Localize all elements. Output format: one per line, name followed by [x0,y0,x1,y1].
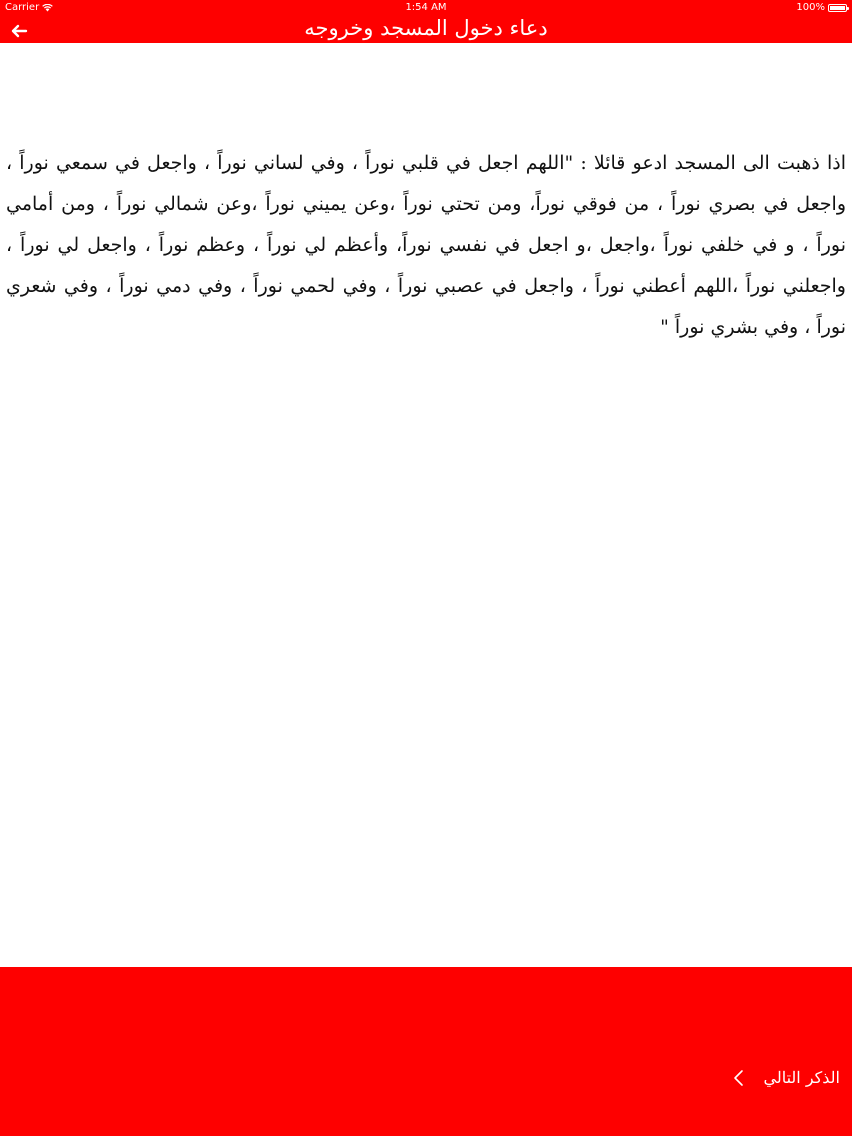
battery-icon [828,4,847,12]
status-bar [0,0,852,16]
top-bar [0,0,852,43]
next-dhikr-button[interactable] [732,1062,840,1094]
back-button[interactable] [8,20,30,42]
status-battery [796,0,847,16]
battery-percent: 100% [796,2,825,13]
arrow-left-icon [8,20,30,42]
dua-text: اذا ذهبت الى المسجد ادعو قائلا : "اللهم اجعل في قلبي نوراً ، وفي لساني نوراً ، واجعل في سمعي نوراً ، واجعل في بصري نوراً ، من فوقي نوراً، ومن تحتي نوراً ،وعن يميني نوراً ،وعن شمالي نوراً ، ومن أمامي نوراً ، و في خلفي نوراً ،واجعل ،و اجعل في نفسي نوراً، وأعظم لي نوراً ، وعظم نوراً ، واجعل لي نوراً ، واجعلني نوراً ،اللهم أعطني نوراً ، واجعل في عصبي نوراً ، وفي لحمي نوراً ، وفي دمي نوراً ، وفي شعري نوراً ، وفي بشري نوراً " [6,152,846,338]
navigation-bar [0,16,852,43]
status-time: 1:54 AM [405,2,447,13]
chevron-left-icon [732,1068,746,1088]
footer-bar [0,967,852,1136]
carrier-label: Carrier [5,2,40,13]
next-dhikr-label: الذكر التالي [763,1068,840,1087]
page-title: دعاء دخول المسجد وخروجه [304,16,548,40]
